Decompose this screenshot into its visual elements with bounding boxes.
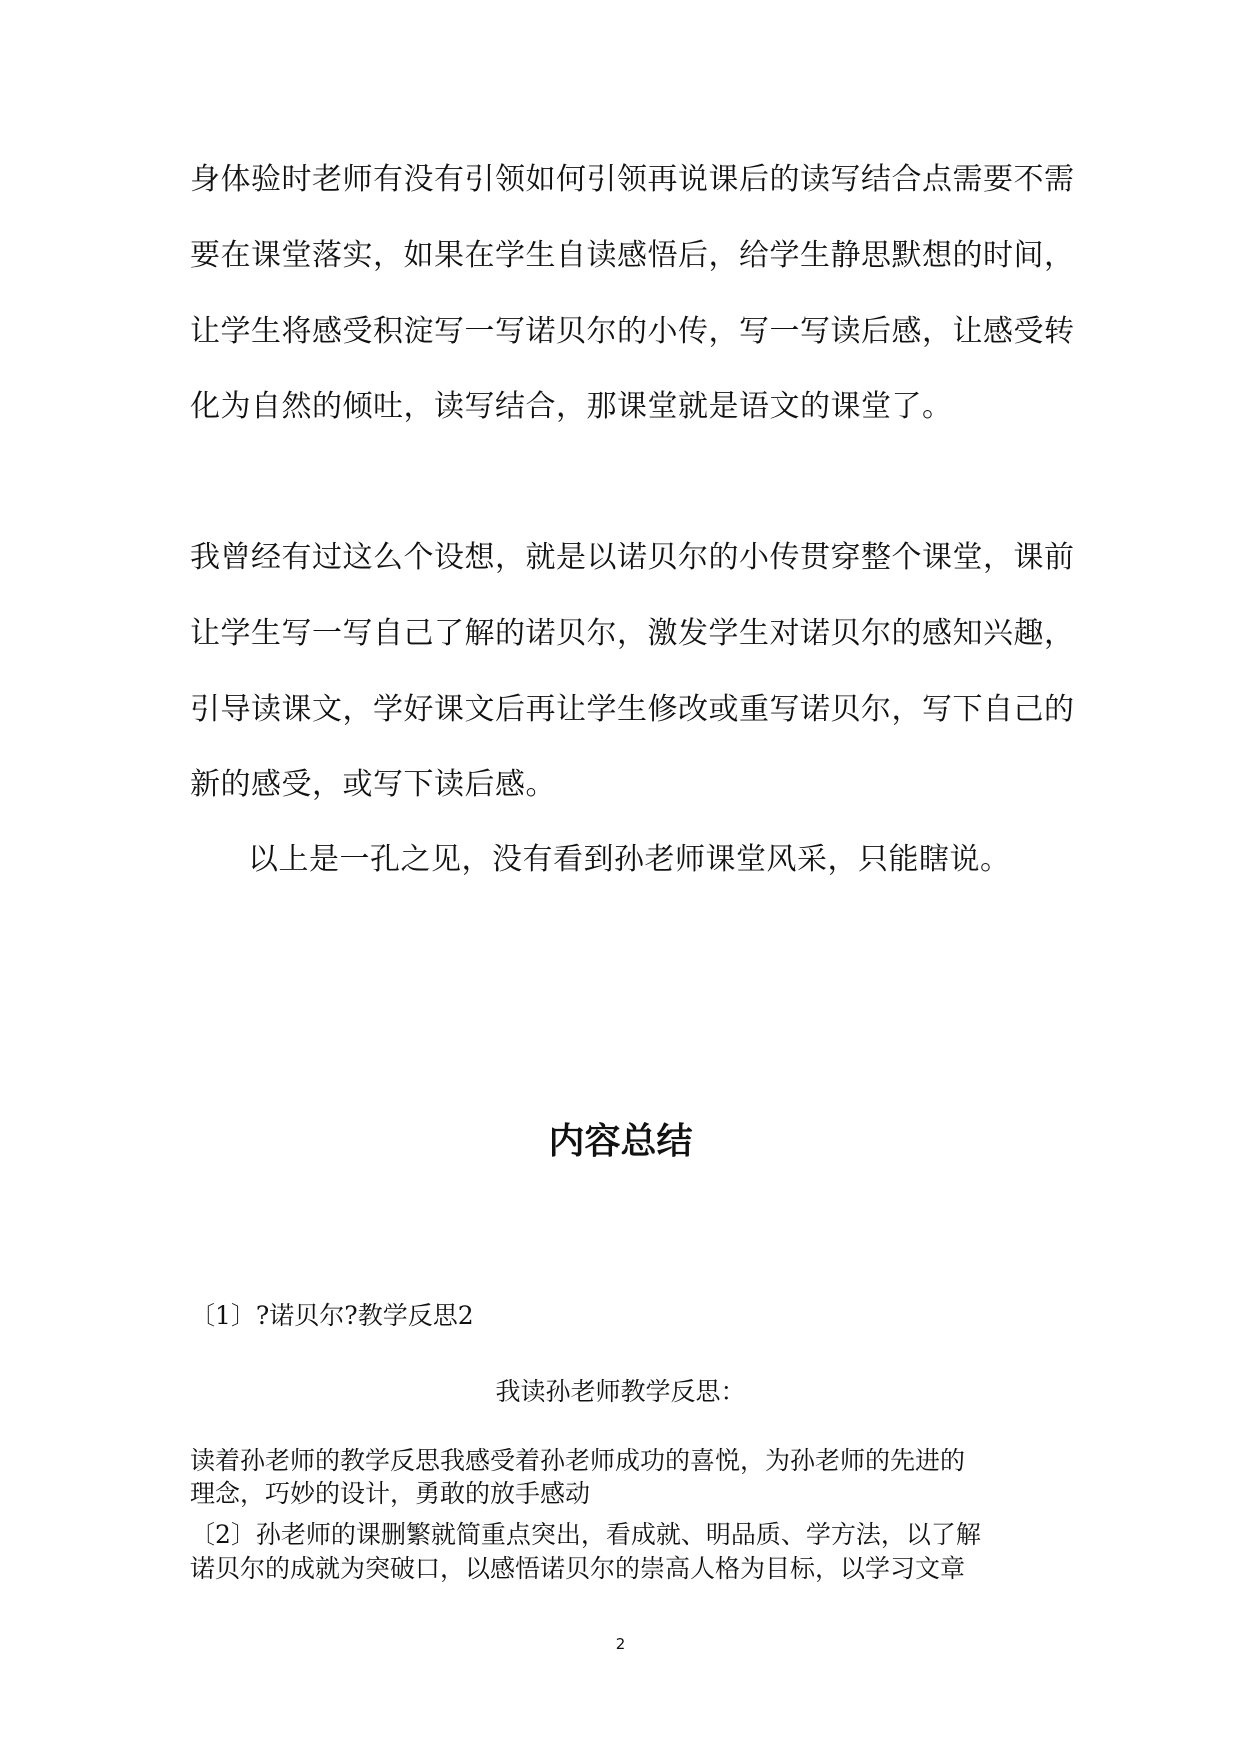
summary-item-1: 〔1〕?诺贝尔?教学反思2 <box>190 1301 474 1330</box>
summary-text-line: 〔2〕孙老师的课删繁就简重点突出，看成就、明品质、学方法，以了解 <box>190 1520 981 1549</box>
body-text-line: 化为自然的倾吐，读写结合，那课堂就是语文的课堂了。 <box>190 389 953 424</box>
body-text-line: 让学生将感受积淀写一写诺贝尔的小传，写一写读后感，让感受转 <box>190 314 1075 349</box>
body-text-line: 身体验时老师有没有引领如何引领再说课后的读写结合点需要不需 <box>190 162 1075 197</box>
body-text-line: 我曾经有过这么个设想，就是以诺贝尔的小传贯穿整个课堂，课前 <box>190 540 1075 575</box>
summary-text-line: 读着孙老师的教学反思我感受着孙老师成功的喜悦，为孙老师的先进的 <box>190 1446 966 1475</box>
body-text-line: 让学生写一写自己了解的诺贝尔，激发学生对诺贝尔的感知兴趣， <box>190 616 1075 651</box>
body-text-line: 要在课堂落实，如果在学生自读感悟后，给学生静思默想的时间， <box>190 238 1075 273</box>
summary-heading: 内容总结 <box>548 1121 693 1162</box>
page-number: 2 <box>615 1635 626 1653</box>
summary-text-line: 诺贝尔的成就为突破口，以感悟诺贝尔的崇高人格为目标，以学习文章 <box>190 1554 966 1583</box>
body-text-line: 新的感受，或写下读后感。 <box>190 767 556 802</box>
summary-text-line: 理念，巧妙的设计，勇敢的放手感动 <box>190 1479 591 1508</box>
summary-subtitle: 我读孙老师教学反思： <box>495 1377 746 1406</box>
closing-paragraph: 以上是一孔之见，没有看到孙老师课堂风采，只能瞎说。 <box>248 842 1011 877</box>
body-text-line: 引导读课文，学好课文后再让学生修改或重写诺贝尔，写下自己的 <box>190 692 1075 727</box>
